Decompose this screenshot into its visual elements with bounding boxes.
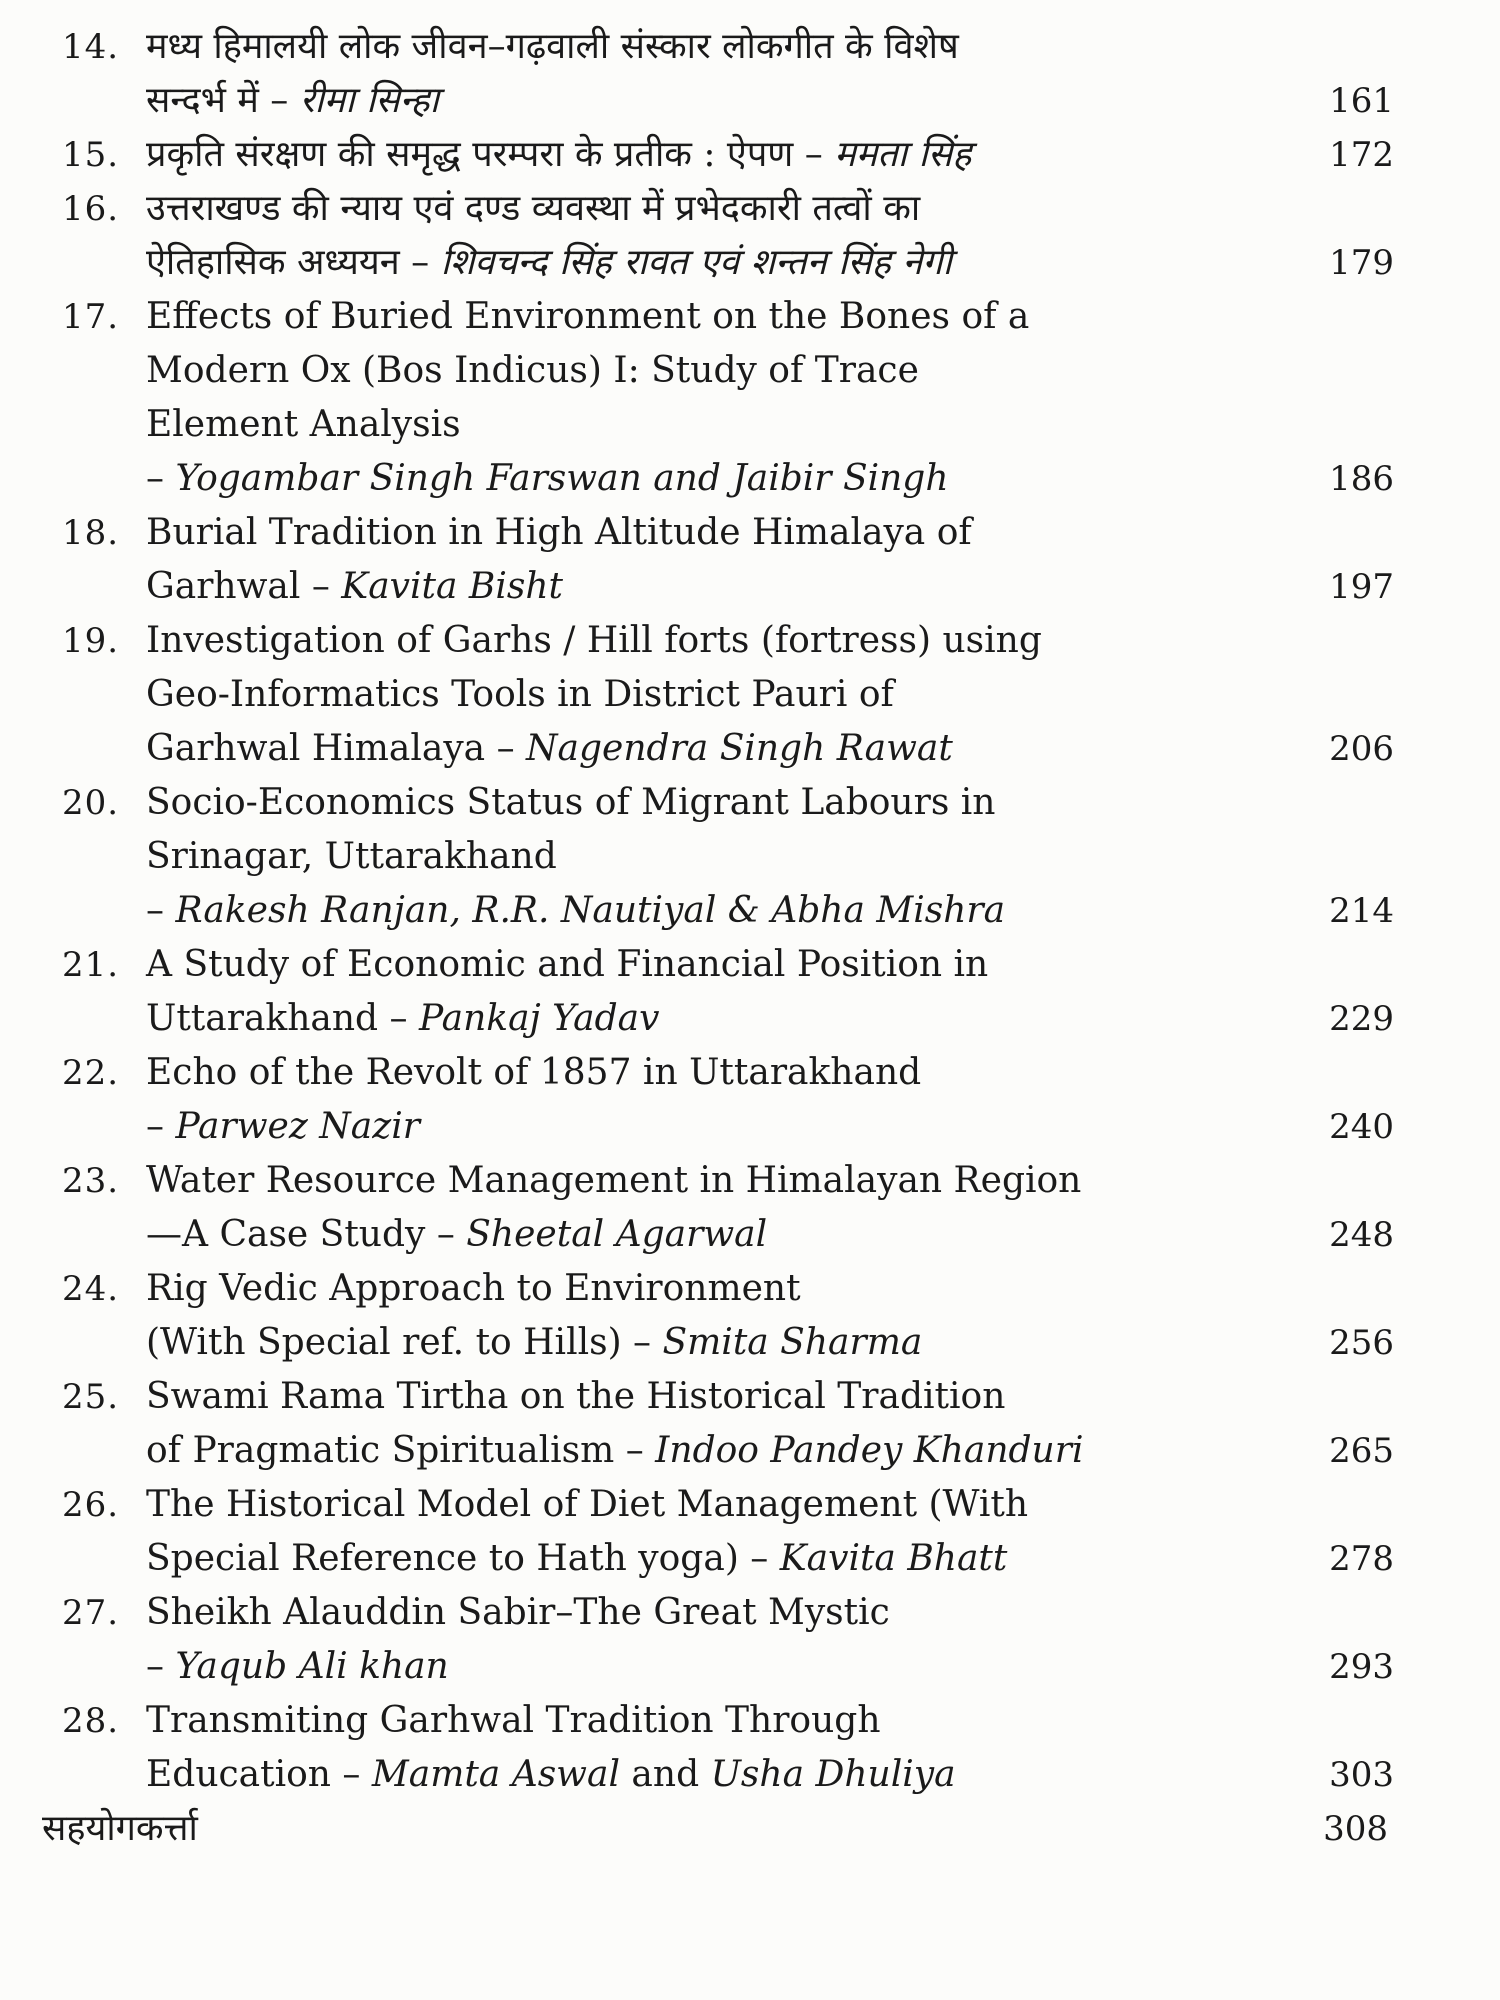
toc-entry xyxy=(62,506,1392,614)
toc-entry xyxy=(62,1478,1392,1586)
entry-line xyxy=(146,290,1286,344)
title-text: Special Reference to Hath yoga) – xyxy=(146,1538,780,1579)
entry-line xyxy=(146,1046,1286,1100)
entry-line xyxy=(146,1100,1394,1154)
entry-number: 18. xyxy=(62,513,120,553)
entry-number: 24. xyxy=(62,1269,120,1309)
entry-line xyxy=(146,614,1286,668)
title-text: Element Analysis xyxy=(146,404,461,445)
title-text: Socio-Economics Status of Migrant Labours in xyxy=(146,782,996,823)
title-text: उत्तराखण्ड की न्याय एवं दण्ड व्यवस्था में प्रभेदकारी तत्वों का xyxy=(146,188,921,229)
entry-line xyxy=(146,20,1286,74)
title-text: of Pragmatic Spiritualism – xyxy=(146,1430,656,1471)
entry-title xyxy=(146,938,1394,1046)
page-number: 179 xyxy=(1329,243,1394,283)
entry-number: 19. xyxy=(62,621,120,661)
table-of-contents xyxy=(0,20,1500,1802)
title-text: Garhwal Himalaya – xyxy=(146,728,527,769)
author-name: Kavita Bhatt xyxy=(779,1538,1008,1579)
page-number: 186 xyxy=(1329,459,1394,499)
entry-number: 26. xyxy=(62,1485,120,1525)
entry-line xyxy=(146,992,1394,1046)
title-text: ऐतिहासिक अध्ययन – xyxy=(146,242,441,283)
toc-entry xyxy=(62,1154,1392,1262)
entry-line xyxy=(146,1154,1286,1208)
title-text: Echo of the Revolt of 1857 in Uttarakhand xyxy=(146,1052,922,1093)
entry-line xyxy=(146,776,1286,830)
entry-number: 27. xyxy=(62,1593,120,1633)
entry-line xyxy=(146,506,1286,560)
author-name: Sheetal Agarwal xyxy=(466,1214,768,1255)
title-text: Burial Tradition in High Altitude Himalaya of xyxy=(146,512,972,553)
entry-line xyxy=(146,1694,1286,1748)
author-name: Parwez Nazir xyxy=(175,1106,420,1147)
author-name: Yaqub Ali khan xyxy=(175,1646,449,1687)
contributors-entry xyxy=(42,1802,1388,1856)
title-text: Modern Ox (Bos Indicus) I: Study of Trace xyxy=(146,350,919,391)
entry-title xyxy=(146,1586,1394,1694)
entry-title xyxy=(146,614,1394,776)
author-name: Kavita Bisht xyxy=(341,566,563,607)
entry-title xyxy=(146,20,1394,128)
title-text: The Historical Model of Diet Management (With xyxy=(146,1484,1029,1525)
title-text: – xyxy=(146,458,176,499)
entry-number: 15. xyxy=(62,135,120,175)
entry-title xyxy=(146,506,1394,614)
entry-title xyxy=(146,290,1394,506)
toc-entry xyxy=(62,182,1392,290)
toc-entry xyxy=(62,776,1392,938)
contributors-page-number: 308 xyxy=(1323,1809,1388,1849)
page-number: 303 xyxy=(1329,1755,1394,1795)
page-number: 248 xyxy=(1329,1215,1394,1255)
entry-title xyxy=(146,1262,1394,1370)
entry-title xyxy=(146,128,1394,182)
entry-line xyxy=(146,1532,1394,1586)
author-name: शिवचन्द सिंह रावत एवं शन्तन सिंह नेगी xyxy=(440,242,952,283)
entry-line xyxy=(146,1640,1394,1694)
entry-line xyxy=(146,938,1286,992)
title-text: Srinagar, Uttarakhand xyxy=(146,836,557,877)
title-text: Effects of Buried Environment on the Bones of a xyxy=(146,296,1030,337)
entry-line xyxy=(146,668,1286,722)
author-name: Pankaj Yadav xyxy=(419,998,660,1039)
entry-number: 25. xyxy=(62,1377,120,1417)
entry-line xyxy=(146,1370,1286,1424)
title-text: – xyxy=(146,1106,176,1147)
entry-number: 20. xyxy=(62,783,120,823)
title-text: – xyxy=(146,890,176,931)
entry-line xyxy=(146,398,1286,452)
entry-line xyxy=(146,74,1394,128)
entry-line xyxy=(146,452,1394,506)
entry-number: 16. xyxy=(62,189,120,229)
entry-title xyxy=(146,182,1394,290)
page-number: 278 xyxy=(1329,1539,1394,1579)
title-text: Education – xyxy=(146,1754,372,1795)
page-number: 256 xyxy=(1329,1323,1394,1363)
page-number: 172 xyxy=(1329,135,1394,175)
entry-number: 23. xyxy=(62,1161,120,1201)
entry-line xyxy=(146,1748,1394,1802)
entry-title xyxy=(146,776,1394,938)
title-text: and xyxy=(619,1754,711,1795)
title-text: सन्दर्भ में – xyxy=(146,80,300,121)
page-number: 240 xyxy=(1329,1107,1394,1147)
title-text: Uttarakhand – xyxy=(146,998,419,1039)
entry-line xyxy=(146,1478,1286,1532)
entry-number: 17. xyxy=(62,297,120,337)
author-name: रीमा सिन्हा xyxy=(299,80,439,121)
entry-number: 22. xyxy=(62,1053,120,1093)
entry-line xyxy=(146,236,1394,290)
title-text: – xyxy=(146,1646,176,1687)
title-text: (With Special ref. to Hills) – xyxy=(146,1322,663,1363)
author-name: Rakesh Ranjan, R.R. Nautiyal & Abha Mishra xyxy=(175,890,1006,931)
entry-line xyxy=(146,1424,1394,1478)
entry-line xyxy=(146,884,1394,938)
entry-line xyxy=(146,722,1394,776)
title-text: Transmiting Garhwal Tradition Through xyxy=(146,1700,881,1741)
entry-title xyxy=(146,1478,1394,1586)
entry-title xyxy=(146,1154,1394,1262)
title-text: प्रकृति संरक्षण की समृद्ध परम्परा के प्रतीक : ऐपण – xyxy=(146,134,835,175)
toc-entry xyxy=(62,938,1392,1046)
toc-entry xyxy=(62,20,1392,128)
entry-line xyxy=(146,830,1286,884)
author-name: Usha Dhuliya xyxy=(710,1754,956,1795)
title-text: Rig Vedic Approach to Environment xyxy=(146,1268,801,1309)
title-text: Swami Rama Tirtha on the Historical Tradition xyxy=(146,1376,1006,1417)
author-name: Smita Sharma xyxy=(662,1322,923,1363)
entry-line xyxy=(146,1316,1394,1370)
entry-line xyxy=(146,344,1286,398)
toc-entry xyxy=(62,614,1392,776)
entry-line xyxy=(146,1208,1394,1262)
toc-entry xyxy=(62,1262,1392,1370)
page-number: 206 xyxy=(1329,729,1394,769)
entry-number: 14. xyxy=(62,27,120,67)
title-text: A Study of Economic and Financial Position in xyxy=(146,944,989,985)
page-number: 214 xyxy=(1329,891,1394,931)
entry-line xyxy=(146,1262,1286,1316)
toc-entry xyxy=(62,1370,1392,1478)
entry-line xyxy=(146,560,1394,614)
entry-line xyxy=(146,1586,1286,1640)
entry-number: 28. xyxy=(62,1701,120,1741)
contributors-label: सहयोगकर्त्ता xyxy=(42,1808,198,1849)
page-number: 161 xyxy=(1329,81,1394,121)
entry-title xyxy=(146,1046,1394,1154)
author-name: Indoo Pandey Khanduri xyxy=(655,1430,1084,1471)
title-text: मध्य हिमालयी लोक जीवन–गढ़वाली संस्कार लोकगीत के विशेष xyxy=(146,26,959,67)
toc-entry xyxy=(62,1046,1392,1154)
title-text: Sheikh Alauddin Sabir–The Great Mystic xyxy=(146,1592,890,1633)
entry-number: 21. xyxy=(62,945,120,985)
page-number: 197 xyxy=(1329,567,1394,607)
toc-entry xyxy=(62,290,1392,506)
title-text: Water Resource Management in Himalayan Region xyxy=(146,1160,1082,1201)
entry-title xyxy=(146,1694,1394,1802)
page-number: 229 xyxy=(1329,999,1394,1039)
entry-line xyxy=(146,128,1394,182)
author-name: Mamta Aswal xyxy=(371,1754,620,1795)
author-name: ममता सिंह xyxy=(834,134,972,175)
toc-entry xyxy=(62,128,1392,182)
entry-title xyxy=(146,1370,1394,1478)
title-text: —A Case Study – xyxy=(146,1214,467,1255)
toc-entry xyxy=(62,1586,1392,1694)
toc-entry xyxy=(62,1694,1392,1802)
author-name: Nagendra Singh Rawat xyxy=(526,728,953,769)
page-number: 265 xyxy=(1329,1431,1394,1471)
entry-line xyxy=(146,182,1286,236)
page-number: 293 xyxy=(1329,1647,1394,1687)
title-text: Geo-Informatics Tools in District Pauri of xyxy=(146,674,894,715)
title-text: Garhwal – xyxy=(146,566,342,607)
title-text: Investigation of Garhs / Hill forts (fortress) using xyxy=(146,620,1042,661)
author-name: Yogambar Singh Farswan and Jaibir Singh xyxy=(175,458,949,499)
